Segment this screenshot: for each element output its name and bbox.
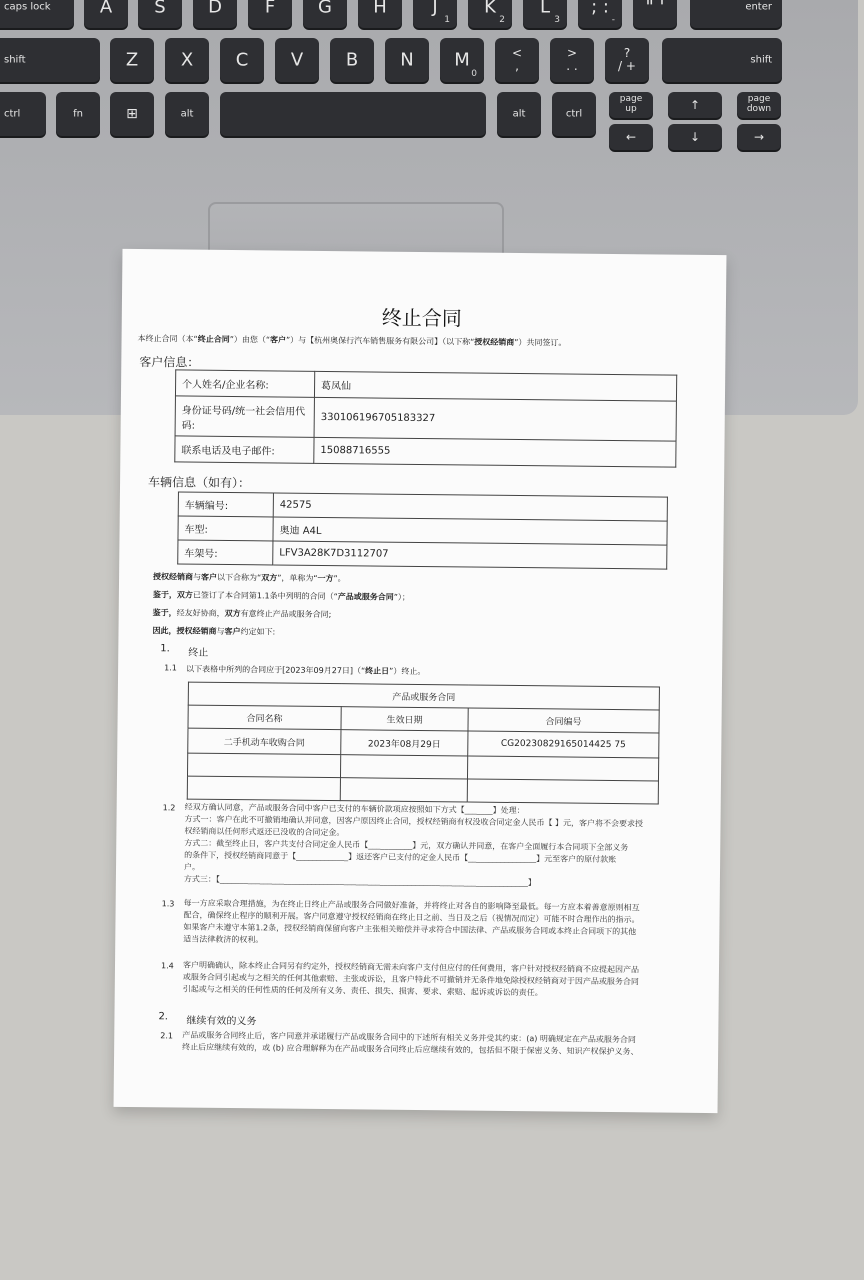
contract-paper xyxy=(114,249,727,1113)
table-value: LFV3A28K7D3112707 xyxy=(273,541,667,569)
whereas-paragraph-1: 鉴于，双方已签订了本合同第1.1条中列明的合同（“产品或服务合同”）； xyxy=(152,590,410,602)
table-cell xyxy=(467,756,658,781)
table-value: 330106196705183327 xyxy=(314,397,676,441)
key-caps-lock[interactable]: caps lock xyxy=(0,0,74,28)
key-arrow-up[interactable]: ↑ xyxy=(668,92,722,118)
key-enter[interactable]: enter xyxy=(690,0,782,28)
table-label: 车辆编号: xyxy=(178,492,273,517)
vehicle-info-heading: 车辆信息（如有）： xyxy=(147,475,251,491)
table-value: 奥迪 A4L xyxy=(273,517,667,545)
contract-table xyxy=(187,682,660,805)
key-d[interactable]: D xyxy=(193,0,237,28)
table-cell xyxy=(187,753,340,778)
column-header: 生效日期 xyxy=(341,707,468,731)
table-cell: 2023年08月29日 xyxy=(341,730,468,756)
clause-1-3-number: 1.3 xyxy=(161,899,175,909)
key-l[interactable]: L 3 xyxy=(523,0,567,28)
clause-1-4-text: 客户明确确认，除本终止合同另有约定外，授权经销商无需未向客户支付但应付的任何费用，客户针对授权经销商不应提起因产品 或服务合同引起或与之相关的任何其他索赔、主张或诉讼，且客户特此不可撤销并无条件地免除授权经销商对于因产品或服务合同 引起或与之相关的任何性质的任何及所有义务、责任、损失、损害、要求、索赔、起诉或诉讼的责任。 xyxy=(182,960,640,998)
table-row xyxy=(175,396,676,441)
customer-info-heading: 客户信息： xyxy=(139,355,200,370)
table-cell xyxy=(467,779,658,804)
table-cell: CG20230829165014425 75 xyxy=(468,731,659,758)
table-cell xyxy=(340,755,467,779)
table-cell xyxy=(187,776,340,801)
section-2-title: 继续有效的义务 xyxy=(186,1015,257,1028)
section-1-number: 1. xyxy=(160,643,170,655)
key-f[interactable]: F xyxy=(248,0,292,28)
key-alt-left[interactable]: alt xyxy=(165,92,209,136)
key-ctrl-right[interactable]: ctrl xyxy=(552,92,596,136)
document-title: 终止合同 xyxy=(381,305,462,331)
key-page-down[interactable]: page down xyxy=(737,92,781,118)
key-h[interactable]: H xyxy=(358,0,402,28)
key-ctrl-left[interactable]: ctrl xyxy=(0,92,46,136)
therefore-paragraph: 因此，授权经销商与客户约定如下: xyxy=(152,626,276,637)
key-b[interactable]: B xyxy=(330,38,374,82)
key-page-up[interactable]: page up xyxy=(609,92,653,118)
clause-1-2-number: 1.2 xyxy=(162,803,176,813)
table-label: 联系电话及电子邮件: xyxy=(175,436,314,463)
parties-paragraph: 授权经销商与客户以下合称为“双方”，单称为“一方”。 xyxy=(153,572,346,584)
key-comma[interactable]: < , xyxy=(495,38,539,82)
key-shift-right[interactable]: shift xyxy=(662,38,782,82)
table-value: 葛凤仙 xyxy=(314,371,676,401)
key-windows[interactable]: ⊞ xyxy=(110,92,154,136)
key-period[interactable]: > . . xyxy=(550,38,594,82)
whereas-paragraph-2: 鉴于，经友好协商，双方有意终止产品或服务合同; xyxy=(152,608,332,620)
section-1-title: 终止 xyxy=(188,647,209,659)
key-arrow-left[interactable]: ← xyxy=(609,124,653,150)
key-n[interactable]: N xyxy=(385,38,429,82)
key-z[interactable]: Z xyxy=(110,38,154,82)
key-fn[interactable]: fn xyxy=(56,92,100,136)
key-slash[interactable]: ? / + xyxy=(605,38,649,82)
key-m[interactable]: M 0 xyxy=(440,38,484,82)
key-s[interactable]: S xyxy=(138,0,182,28)
table-cell xyxy=(340,778,467,802)
table-row xyxy=(187,776,658,804)
clause-2-1-text: 产品或服务合同终止后，客户同意并承诺履行产品或服务合同中的下述所有相关义务并受其约束：(a) 明确规定在产品或服务合同 终止后应继续有效的，或 (b) 应合理解释为在产品或服务合同终止后应继续有效的，包括但不限于保密义务、知识产权保护义务、 xyxy=(182,1030,639,1057)
key-quote[interactable]: " ' xyxy=(633,0,677,28)
table-label: 身份证号码/统一社会信用代码: xyxy=(175,396,314,437)
key-shift-left[interactable]: shift xyxy=(0,38,100,82)
key-k[interactable]: K 2 xyxy=(468,0,512,28)
section-2-number: 2. xyxy=(158,1011,169,1023)
key-v[interactable]: V xyxy=(275,38,319,82)
key-j[interactable]: J 1 xyxy=(413,0,457,28)
table-cell: 二手机动车收购合同 xyxy=(188,728,341,755)
clause-1-1-text: 以下表格中所列的合同应于[2023年09月27日]（“终止日”）终止。 xyxy=(186,664,426,677)
key-a[interactable]: A xyxy=(84,0,128,28)
clause-1-4-number: 1.4 xyxy=(160,961,174,971)
key-arrow-down[interactable]: ↓ xyxy=(668,124,722,150)
customer-info-table xyxy=(174,369,677,467)
clause-2-1-number: 2.1 xyxy=(160,1031,174,1041)
key-x[interactable]: X xyxy=(165,38,209,82)
column-header: 合同名称 xyxy=(188,705,341,730)
table-header: 产品或服务合同 xyxy=(188,682,659,710)
column-header: 合同编号 xyxy=(468,708,659,733)
table-value: 15088716555 xyxy=(314,437,676,467)
key-c[interactable]: C xyxy=(220,38,264,82)
table-row xyxy=(175,436,676,467)
clause-1-1-number: 1.1 xyxy=(164,663,177,673)
table-row xyxy=(178,540,667,569)
intro-paragraph: 本终止合同（本“终止合同”）由您（“客户”）与【杭州奥保行汽车销售服务有限公司】（以下称“授权经销商”）共同签订。 xyxy=(137,334,567,348)
table-label: 个人姓名/企业名称: xyxy=(175,370,314,397)
key-semicolon[interactable]: ; : - xyxy=(578,0,622,28)
table-value: 42575 xyxy=(273,493,667,521)
table-label: 车架号: xyxy=(178,540,273,565)
table-label: 车型: xyxy=(178,516,273,541)
key-alt-right[interactable]: alt xyxy=(497,92,541,136)
key-g[interactable]: G xyxy=(303,0,347,28)
clause-1-2-text: 经双方确认同意，产品或服务合同中客户已支付的车辆价款项应按照如下方式【_______】处理： 方式一：客户在此不可撤销地确认并同意，因客户原因终止合同，授权经销商有权没收合同定金人民币【 】元，客户将不会要求授 权经销商以任何形式返还已没收的合同定金。 方式二：截至终止日，客户共支付合同定金人民币【___________】元，双方确认并同意，在客户全面履行本合同项下全部义务 的条件下，授权经销商同意于【_____________】返还客户已支付的定金人民币【_________________】元至客户的原付款账 户。 方式三：【_____________________________________________________________________________】 xyxy=(183,802,644,888)
key-arrow-right[interactable]: → xyxy=(737,124,781,150)
key-space[interactable] xyxy=(220,92,486,136)
clause-1-3-text: 每一方应采取合理措施，为在终止日终止产品或服务合同做好准备，并将终止对各自的影响降至最低。每一方应本着善意原则相互 配合，确保终止程序的顺利开展。客户同意遵守授权经销商在终止日之前、当日及之后（视情况而定）可能不时合理作出的指示。 如果客户未遵守本第1.2条，授权经销商保留向客户主张相关赔偿并寻求符合中国法律、产品或服务合同或本终止合同项下的其他 适当法律救济的权利。 xyxy=(183,898,640,945)
vehicle-info-table xyxy=(177,491,668,569)
